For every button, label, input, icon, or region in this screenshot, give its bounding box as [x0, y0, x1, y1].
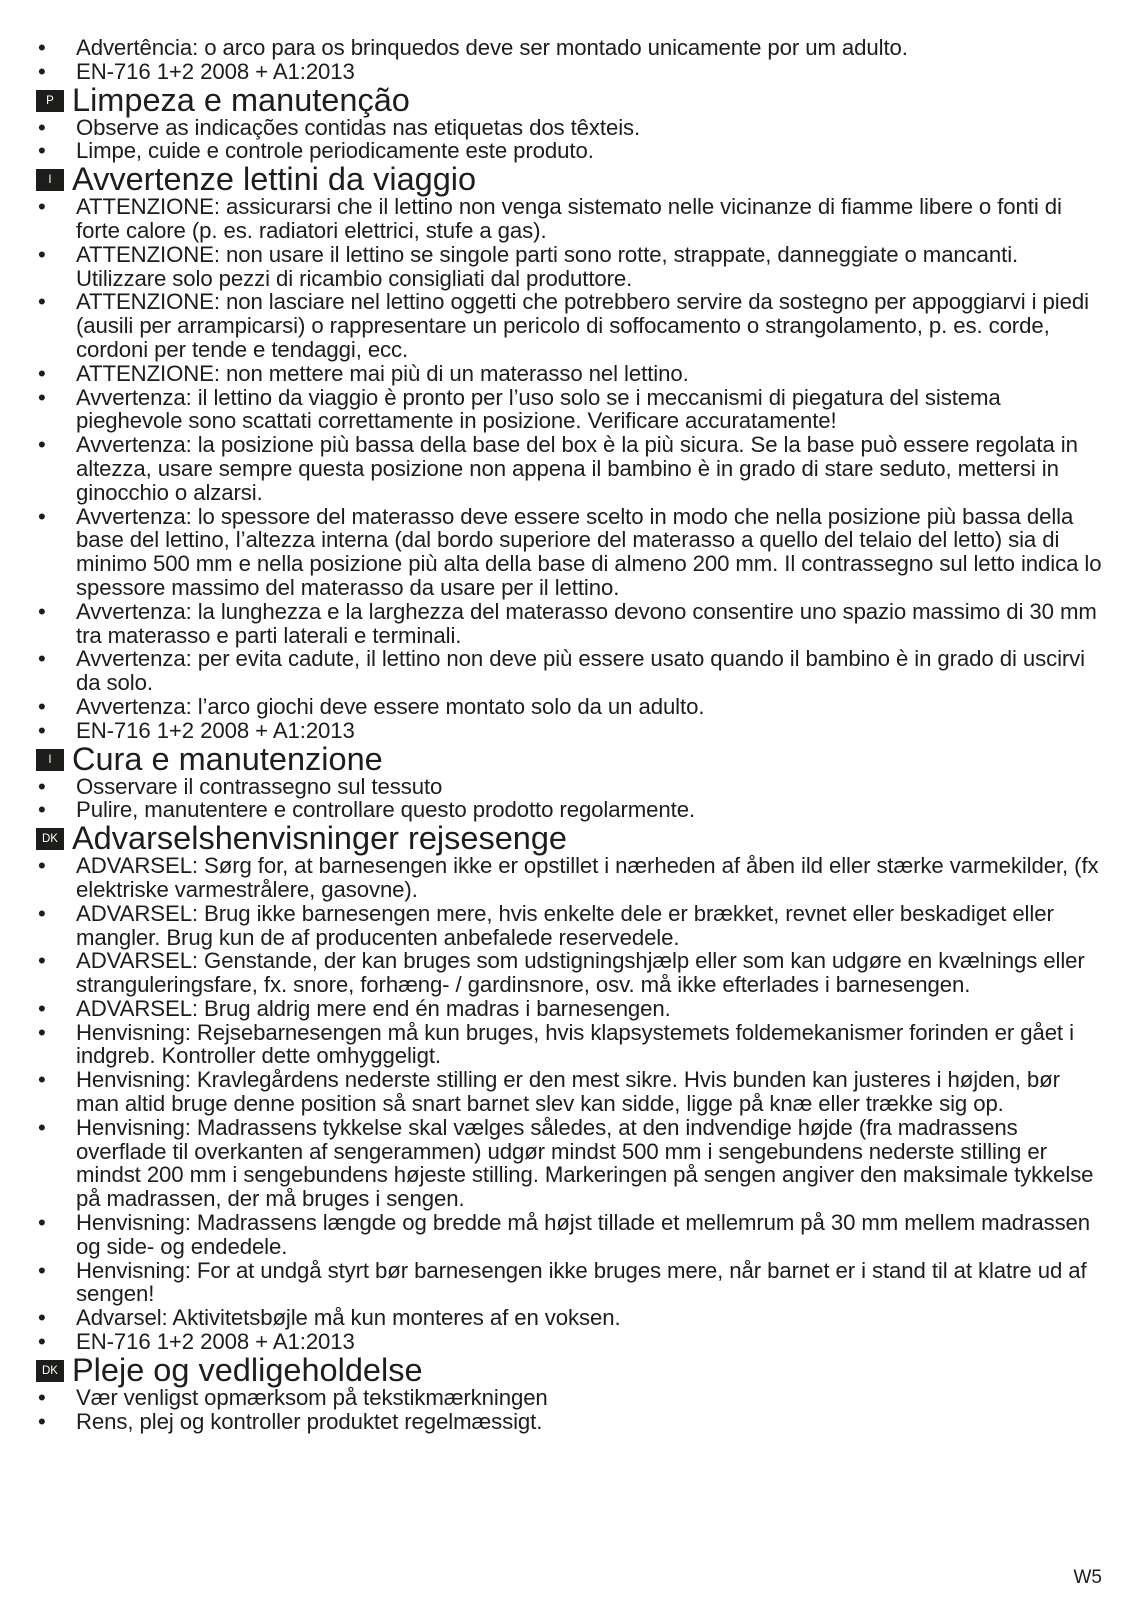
section-heading — [36, 740, 1106, 777]
language-badge: DK — [36, 1360, 64, 1382]
section-heading — [36, 81, 1106, 118]
section-heading — [36, 161, 1106, 198]
bullet-item: • ADVARSEL: Brug ikke barnesengen mere, hvis enkelte dele er brækket, revnet eller beskadiget eller mangler. Brug kun de af producenten anbefalede reservedele. — [36, 902, 1106, 950]
section-heading-text: Limpeza e manutenção — [72, 81, 410, 118]
bullet-item: • Henvisning: Rejsebarnesengen må kun bruges, hvis klapsystemets foldemekanismer forinden er gået i indgreb. Kontroller dette omhyggeligt. — [36, 1021, 1106, 1069]
bullet-item: • ADVARSEL: Sørg for, at barnesengen ikke er opstillet i nærheden af åben ild eller stærke varmekilder, (fx elektriske varmestrålere, gasovne). — [36, 854, 1106, 902]
bullet-item: • ATTENZIONE: non mettere mai più di un materasso nel lettino. — [36, 362, 1106, 386]
bullet-item: • Avvertenza: l’arco giochi deve essere montato solo da un adulto. — [36, 695, 1106, 719]
bullet-item: • Henvisning: For at undgå styrt bør barnesengen ikke bruges mere, når barnet er i stand til at klatre ud af sengen! — [36, 1259, 1106, 1307]
bullet-item: • ADVARSEL: Genstande, der kan bruges som udstigningshjælp eller som kan udgøre en kvælnings eller stranguleringsfare, fx. snore, forhæng- / gardinsnore, osv. må ikke efterlades i barnesengen. — [36, 949, 1106, 997]
bullet-item: • Advertência: o arco para os brinquedos deve ser montado unicamente por um adulto. — [36, 36, 1106, 60]
bullet-item: • Avvertenza: per evita cadute, il lettino non deve più essere usato quando il bambino è in grado di uscirvi da solo. — [36, 647, 1106, 695]
bullet-item: • EN-716 1+2 2008 + A1:2013 — [36, 60, 1106, 84]
language-badge: P — [36, 90, 64, 112]
bullet-item: • Avvertenza: la lunghezza e la larghezza del materasso devono consentire uno spazio massimo di 30 mm tra materasso e parti laterali e terminali. — [36, 600, 1106, 648]
bullet-item: • Avvertenza: il lettino da viaggio è pronto per l’uso solo se i meccanismi di piegatura del sistema pieghevole sono scattati correttamente in posizione. Verificare accuratamente! — [36, 386, 1106, 434]
page-number: W5 — [1073, 1567, 1102, 1588]
section-heading-text: Pleje og vedligeholdelse — [72, 1351, 423, 1388]
bullet-item: • Henvisning: Madrassens tykkelse skal vælges således, at den indvendige højde (fra madrassens overflade til overkanten af sengerammen) udgør mindst 500 mm i sengebundens nederste stilling er mindst 200 mm i sengebundens højeste stilling. Markeringen på sengen angiver den maksimale tykkelse på madrassen, der må bruges i sengen. — [36, 1116, 1106, 1211]
section-heading — [36, 820, 1106, 857]
bullet-item: • Vær venligst opmærksom på tekstikmærkningen — [36, 1386, 1106, 1410]
bullet-item: • Pulire, manutentere e controllare questo prodotto regolarmente. — [36, 798, 1106, 822]
bullet-item: • ATTENZIONE: non lasciare nel lettino oggetti che potrebbero servire da sostegno per appoggiarvi i piedi (ausili per arrampicarsi) o rappresentare un pericolo di soffocamento o strangolamento, p. es. corde, cordoni per tende e tendaggi, ecc. — [36, 290, 1106, 361]
bullet-item: • Henvisning: Madrassens længde og bredde må højst tillade et mellemrum på 30 mm mellem madrassen og side- og endedele. — [36, 1211, 1106, 1259]
bullet-item: • ADVARSEL: Brug aldrig mere end én madras i barnesengen. — [36, 997, 1106, 1021]
bullet-item: • Henvisning: Kravlegårdens nederste stilling er den mest sikre. Hvis bunden kan justeres i højden, bør man altid bruge denne position så snart barnet slev kan sidde, ligge på knæ eller trække sig op. — [36, 1068, 1106, 1116]
language-badge: I — [36, 169, 64, 191]
bullet-item: • EN-716 1+2 2008 + A1:2013 — [36, 1330, 1106, 1354]
bullet-item: • ATTENZIONE: non usare il lettino se singole parti sono rotte, strappate, danneggiate o mancanti. Utilizzare solo pezzi di ricambio consigliati dal produttore. — [36, 243, 1106, 291]
bullet-item: • Observe as indicações contidas nas etiquetas dos têxteis. — [36, 116, 1106, 140]
language-badge: I — [36, 749, 64, 771]
bullet-item: • Limpe, cuide e controle periodicamente este produto. — [36, 139, 1106, 163]
section-heading-text: Cura e manutenzione — [72, 740, 383, 777]
bullet-item: • EN-716 1+2 2008 + A1:2013 — [36, 719, 1106, 743]
bullet-item: • Avvertenza: lo spessore del materasso deve essere scelto in modo che nella posizione più bassa della base del lettino, l’altezza interna (dal bordo superiore del materasso a quello del telaio del letto) sia di minimo 500 mm e nella posizione più alta della base di almeno 200 mm. Il contrassegno sul letto indica lo spessore massimo del materasso da usare per il lettino. — [36, 505, 1106, 600]
section-heading-text: Advarselshenvisninger rejsesenge — [72, 820, 568, 857]
section-heading — [36, 1351, 1106, 1388]
language-badge: DK — [36, 828, 64, 850]
bullet-item: • Avvertenza: la posizione più bassa della base del box è la più sicura. Se la base può essere regolata in altezza, usare sempre questa posizione non appena il bambino è in grado di stare seduto, mettersi in ginocchio o alzarsi. — [36, 433, 1106, 504]
bullet-item: • Rens, plej og kontroller produktet regelmæssigt. — [36, 1410, 1106, 1434]
document-body — [36, 36, 1106, 1433]
bullet-item: • Osservare il contrassegno sul tessuto — [36, 775, 1106, 799]
bullet-item: • ATTENZIONE: assicurarsi che il lettino non venga sistemato nelle vicinanze di fiamme libere o fonti di forte calore (p. es. radiatori elettrici, stufe a gas). — [36, 195, 1106, 243]
bullet-item: • Advarsel: Aktivitetsbøjle må kun monteres af en voksen. — [36, 1306, 1106, 1330]
section-heading-text: Avvertenze lettini da viaggio — [72, 161, 477, 198]
